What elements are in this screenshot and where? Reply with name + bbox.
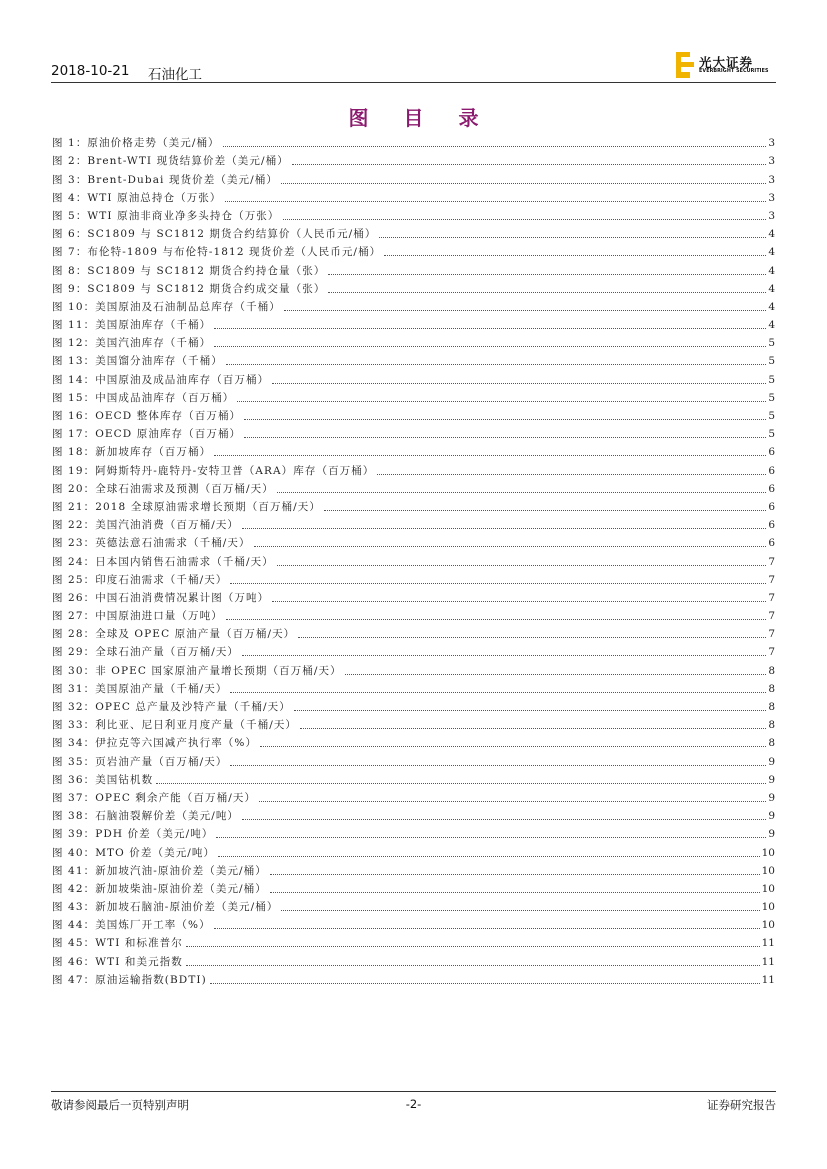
toc-dot-leader bbox=[230, 583, 766, 584]
toc-dot-leader bbox=[379, 237, 766, 238]
toc-entry[interactable] bbox=[52, 514, 775, 532]
toc-dot-leader bbox=[377, 474, 766, 475]
toc-entry[interactable] bbox=[52, 896, 775, 914]
toc-entry-label: 图 46：WTI 和美元指数 bbox=[52, 955, 183, 968]
toc-entry-page: 9 bbox=[768, 773, 775, 786]
toc-dot-leader bbox=[244, 419, 766, 420]
toc-dot-leader bbox=[298, 637, 766, 638]
toc-dot-leader bbox=[270, 874, 760, 875]
toc-entry-label: 图 7：布伦特-1809 与布伦特-1812 现货价差（人民币元/桶） bbox=[52, 246, 382, 259]
toc-entry-label: 图 30：非 OPEC 国家原油产量增长预期（百万桶/天） bbox=[52, 664, 342, 677]
toc-entry[interactable] bbox=[52, 187, 775, 205]
toc-entry[interactable] bbox=[52, 805, 775, 823]
toc-entry-label: 图 17：OECD 原油库存（百万桶） bbox=[52, 428, 242, 441]
toc-entry-label: 图 16：OECD 整体库存（百万桶） bbox=[52, 410, 242, 422]
toc-entry[interactable] bbox=[52, 278, 775, 296]
toc-entry[interactable] bbox=[52, 878, 775, 896]
toc-entry-page: 7 bbox=[768, 628, 775, 641]
toc-dot-leader bbox=[281, 910, 759, 911]
toc-entry[interactable] bbox=[52, 550, 775, 568]
logo-chinese-name: 光大证券 bbox=[699, 55, 754, 70]
toc-entry-label: 图 20：全球石油需求及预测（百万桶/天） bbox=[52, 482, 274, 495]
toc-entry-label: 图 24：日本国内销售石油需求（千桶/天） bbox=[52, 555, 274, 568]
toc-entry[interactable] bbox=[52, 423, 775, 441]
toc-dot-leader bbox=[277, 492, 766, 493]
toc-entry-label: 图 29：全球石油产量（百万桶/天） bbox=[52, 646, 240, 659]
toc-entry-page: 4 bbox=[768, 264, 775, 277]
toc-entry-page: 11 bbox=[761, 973, 775, 986]
toc-entry[interactable] bbox=[52, 368, 775, 386]
toc-dot-leader bbox=[230, 692, 766, 693]
figure-toc-list bbox=[52, 132, 775, 987]
toc-entry-page: 4 bbox=[768, 228, 775, 241]
toc-entry-label: 图 36：美国钻机数 bbox=[52, 773, 154, 786]
toc-entry[interactable] bbox=[52, 459, 775, 477]
toc-entry[interactable] bbox=[52, 350, 775, 368]
toc-entry-page: 5 bbox=[768, 428, 775, 441]
toc-entry[interactable] bbox=[52, 168, 775, 186]
toc-dot-leader bbox=[328, 274, 766, 275]
toc-entry-label: 图 42：新加坡柴油-原油价差（美元/桶） bbox=[52, 882, 267, 895]
toc-entry-page: 8 bbox=[768, 719, 775, 732]
toc-entry-label: 图 21：2018 全球原油需求增长预期（百万桶/天） bbox=[52, 500, 321, 513]
footer-disclaimer: 敬请参阅最后一页特别声明 bbox=[51, 1098, 189, 1112]
toc-entry-label: 图 43：新加坡石脑油-原油价差（美元/桶） bbox=[52, 901, 279, 914]
toc-dot-leader bbox=[284, 310, 767, 311]
toc-dot-leader bbox=[244, 437, 766, 438]
toc-entry-label: 图 11：美国原油库存（千桶） bbox=[52, 319, 212, 332]
toc-entry-page: 3 bbox=[768, 155, 775, 168]
toc-entry-page: 10 bbox=[761, 882, 775, 895]
toc-entry-page: 4 bbox=[768, 319, 775, 332]
toc-dot-leader bbox=[226, 364, 767, 365]
toc-entry[interactable] bbox=[52, 641, 775, 659]
toc-dot-leader bbox=[214, 328, 766, 329]
industry-name: 石油化工 bbox=[148, 67, 202, 83]
toc-entry[interactable] bbox=[52, 841, 775, 859]
toc-entry-label: 图 6：SC1809 与 SC1812 期货合约结算价（人民币元/桶） bbox=[52, 228, 377, 241]
toc-dot-leader bbox=[225, 201, 767, 202]
toc-entry[interactable] bbox=[52, 678, 775, 696]
toc-dot-leader bbox=[254, 546, 767, 547]
toc-entry-page: 6 bbox=[768, 446, 775, 459]
toc-dot-leader bbox=[214, 928, 760, 929]
toc-entry-label: 图 32：OPEC 总产量及沙特产量（千桶/天） bbox=[52, 701, 291, 713]
toc-entry[interactable] bbox=[52, 605, 775, 623]
toc-entry-page: 10 bbox=[761, 864, 775, 877]
toc-dot-leader bbox=[272, 601, 766, 602]
toc-entry[interactable] bbox=[52, 860, 775, 878]
toc-entry-label: 图 4：WTI 原油总持仓（万张） bbox=[52, 191, 222, 204]
toc-entry-page: 7 bbox=[768, 573, 775, 586]
toc-entry-page: 4 bbox=[768, 246, 775, 259]
toc-entry-page: 8 bbox=[768, 664, 775, 677]
toc-entry-label: 图 19：阿姆斯特丹-鹿特丹-安特卫普（ARA）库存（百万桶） bbox=[52, 464, 375, 477]
toc-entry[interactable] bbox=[52, 132, 775, 150]
toc-dot-leader bbox=[384, 255, 766, 256]
toc-dot-leader bbox=[186, 965, 760, 966]
toc-entry[interactable] bbox=[52, 969, 775, 987]
page-footer bbox=[51, 1091, 776, 1115]
toc-dot-leader bbox=[156, 783, 766, 784]
toc-entry-label: 图 14：中国原油及成品油库存（百万桶） bbox=[52, 373, 270, 386]
toc-dot-leader bbox=[324, 510, 766, 511]
page-header bbox=[51, 50, 776, 83]
report-date: 2018-10-21 bbox=[51, 63, 130, 79]
toc-dot-leader bbox=[226, 619, 767, 620]
toc-entry[interactable] bbox=[52, 387, 775, 405]
toc-entry[interactable] bbox=[52, 478, 775, 496]
toc-entry[interactable] bbox=[52, 296, 775, 314]
toc-entry-page: 9 bbox=[768, 828, 775, 841]
toc-entry-page: 5 bbox=[768, 373, 775, 386]
toc-entry-label: 图 23：英德法意石油需求（千桶/天） bbox=[52, 537, 251, 550]
toc-entry-label: 图 31：美国原油产量（千桶/天） bbox=[52, 682, 228, 695]
toc-entry-page: 3 bbox=[768, 173, 775, 186]
toc-dot-leader bbox=[242, 655, 766, 656]
toc-dot-leader bbox=[214, 455, 766, 456]
toc-entry-page: 8 bbox=[768, 737, 775, 750]
toc-dot-leader bbox=[259, 801, 766, 802]
toc-entry[interactable] bbox=[52, 569, 775, 587]
toc-entry-label: 图 12：美国汽油库存（千桶） bbox=[52, 337, 212, 350]
toc-entry[interactable] bbox=[52, 205, 775, 223]
toc-entry-label: 图 10：美国原油及石油制品总库存（千桶） bbox=[52, 300, 281, 313]
toc-dot-leader bbox=[292, 164, 766, 165]
toc-entry[interactable] bbox=[52, 532, 775, 550]
toc-entry[interactable] bbox=[52, 914, 775, 932]
toc-entry-label: 图 3：Brent-Dubai 现货价差（美元/桶） bbox=[52, 173, 278, 186]
toc-entry-label: 图 39：PDH 价差（美元/吨） bbox=[52, 828, 214, 841]
toc-entry[interactable] bbox=[52, 405, 775, 423]
toc-entry-label: 图 2：Brent-WTI 现货结算价差（美元/桶） bbox=[52, 155, 289, 168]
toc-entry-page: 6 bbox=[768, 500, 775, 513]
toc-entry-page: 5 bbox=[768, 410, 775, 422]
toc-entry-label: 图 27：中国原油进口量（万吨） bbox=[52, 610, 223, 623]
toc-entry-page: 5 bbox=[768, 355, 775, 368]
toc-entry-page: 6 bbox=[768, 482, 775, 495]
toc-dot-leader bbox=[230, 765, 766, 766]
toc-dot-leader bbox=[328, 292, 766, 293]
toc-dot-leader bbox=[270, 892, 760, 893]
toc-dot-leader bbox=[294, 710, 766, 711]
toc-entry-page: 10 bbox=[761, 901, 775, 914]
toc-entry-label: 图 44：美国炼厂开工率（%） bbox=[52, 919, 211, 932]
toc-entry[interactable] bbox=[52, 314, 775, 332]
toc-dot-leader bbox=[283, 219, 767, 220]
toc-entry[interactable] bbox=[52, 587, 775, 605]
toc-entry[interactable] bbox=[52, 496, 775, 514]
toc-entry-page: 11 bbox=[761, 955, 775, 968]
toc-entry[interactable] bbox=[52, 441, 775, 459]
toc-entry-page: 5 bbox=[768, 337, 775, 350]
toc-entry-label: 图 18：新加坡库存（百万桶） bbox=[52, 446, 212, 459]
toc-entry-page: 6 bbox=[768, 464, 775, 477]
toc-entry-page: 3 bbox=[768, 137, 775, 150]
toc-entry-label: 图 15：中国成品油库存（百万桶） bbox=[52, 391, 235, 404]
toc-entry-page: 9 bbox=[768, 791, 775, 804]
toc-entry-label: 图 25：印度石油需求（千桶/天） bbox=[52, 573, 228, 586]
toc-entry[interactable] bbox=[52, 259, 775, 277]
toc-entry-label: 图 28：全球及 OPEC 原油产量（百万桶/天） bbox=[52, 628, 296, 641]
toc-dot-leader bbox=[186, 946, 760, 947]
toc-entry-page: 8 bbox=[768, 682, 775, 695]
toc-entry-page: 9 bbox=[768, 810, 775, 823]
toc-entry[interactable] bbox=[52, 714, 775, 732]
everbright-logo bbox=[676, 52, 776, 80]
toc-entry-label: 图 22：美国汽油消费（百万桶/天） bbox=[52, 519, 240, 532]
toc-entry-page: 6 bbox=[768, 537, 775, 550]
toc-dot-leader bbox=[210, 983, 760, 984]
toc-entry[interactable] bbox=[52, 623, 775, 641]
toc-entry[interactable] bbox=[52, 787, 775, 805]
footer-report-type: 证券研究报告 bbox=[707, 1098, 776, 1112]
toc-dot-leader bbox=[277, 565, 766, 566]
toc-entry-label: 图 45：WTI 和标准普尔 bbox=[52, 937, 183, 950]
toc-dot-leader bbox=[223, 146, 767, 147]
toc-dot-leader bbox=[281, 183, 766, 184]
toc-dot-leader bbox=[260, 746, 766, 747]
toc-entry-label: 图 41：新加坡汽油-原油价差（美元/桶） bbox=[52, 864, 267, 877]
toc-entry-page: 6 bbox=[768, 519, 775, 532]
toc-entry[interactable] bbox=[52, 932, 775, 950]
toc-title: 图 目 录 bbox=[348, 106, 493, 130]
everbright-logo-icon bbox=[676, 52, 694, 78]
toc-dot-leader bbox=[214, 346, 766, 347]
toc-entry[interactable] bbox=[52, 769, 775, 787]
toc-entry-page: 11 bbox=[761, 937, 775, 950]
toc-dot-leader bbox=[218, 856, 759, 857]
toc-dot-leader bbox=[242, 819, 766, 820]
toc-entry-page: 9 bbox=[768, 755, 775, 768]
toc-entry-label: 图 5：WTI 原油非商业净多头持仓（万张） bbox=[52, 209, 280, 222]
toc-entry[interactable] bbox=[52, 223, 775, 241]
toc-entry-page: 10 bbox=[761, 919, 775, 932]
toc-entry[interactable] bbox=[52, 659, 775, 677]
toc-dot-leader bbox=[216, 837, 766, 838]
toc-entry[interactable] bbox=[52, 150, 775, 168]
logo-english-name: EVERBRIGHT SECURITIES bbox=[699, 69, 769, 74]
toc-entry[interactable] bbox=[52, 241, 775, 259]
toc-dot-leader bbox=[272, 383, 766, 384]
toc-entry-page: 7 bbox=[768, 591, 775, 604]
toc-entry[interactable] bbox=[52, 332, 775, 350]
toc-dot-leader bbox=[300, 728, 766, 729]
toc-entry-label: 图 34：伊拉克等六国减产执行率（%） bbox=[52, 737, 258, 750]
toc-entry-label: 图 47：原油运输指数(BDTI) bbox=[52, 973, 207, 986]
toc-dot-leader bbox=[345, 674, 767, 675]
toc-entry-page: 5 bbox=[768, 391, 775, 404]
toc-entry-label: 图 26：中国石油消费情况累计图（万吨） bbox=[52, 591, 270, 604]
toc-entry[interactable] bbox=[52, 732, 775, 750]
toc-dot-leader bbox=[237, 401, 766, 402]
toc-entry-label: 图 8：SC1809 与 SC1812 期货合约持仓量（张） bbox=[52, 264, 326, 277]
toc-entry-page: 7 bbox=[768, 646, 775, 659]
toc-entry-page: 4 bbox=[768, 300, 775, 313]
toc-entry-label: 图 38：石脑油裂解价差（美元/吨） bbox=[52, 810, 240, 823]
toc-entry-page: 7 bbox=[768, 610, 775, 623]
toc-entry-label: 图 9：SC1809 与 SC1812 期货合约成交量（张） bbox=[52, 282, 326, 295]
footer-page-number: -2- bbox=[405, 1097, 422, 1111]
toc-entry-label: 图 1：原油价格走势（美元/桶） bbox=[52, 137, 220, 150]
toc-entry-label: 图 40：MTO 价差（美元/吨） bbox=[52, 846, 216, 859]
toc-entry-page: 3 bbox=[768, 191, 775, 204]
toc-entry-label: 图 33：利比亚、尼日利亚月度产量（千桶/天） bbox=[52, 719, 298, 732]
toc-entry[interactable] bbox=[52, 696, 775, 714]
toc-entry-page: 3 bbox=[768, 209, 775, 222]
toc-entry-label: 图 35：页岩油产量（百万桶/天） bbox=[52, 755, 228, 768]
toc-entry-page: 7 bbox=[768, 555, 775, 568]
toc-entry-label: 图 13：美国馏分油库存（千桶） bbox=[52, 355, 223, 368]
toc-entry-page: 4 bbox=[768, 282, 775, 295]
toc-entry[interactable] bbox=[52, 823, 775, 841]
toc-dot-leader bbox=[242, 528, 766, 529]
toc-entry[interactable] bbox=[52, 750, 775, 768]
toc-entry[interactable] bbox=[52, 950, 775, 968]
toc-entry-page: 8 bbox=[768, 701, 775, 713]
toc-entry-page: 10 bbox=[761, 846, 775, 859]
toc-entry-label: 图 37：OPEC 剩余产能（百万桶/天） bbox=[52, 791, 257, 804]
